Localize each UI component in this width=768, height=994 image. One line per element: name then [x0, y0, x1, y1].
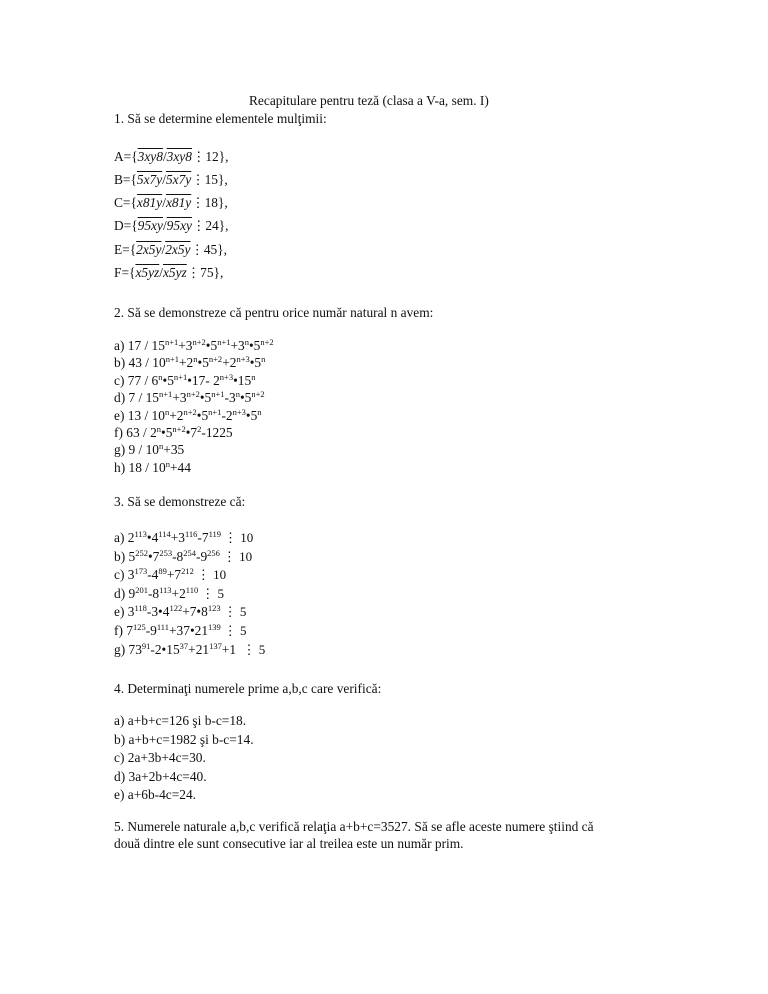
- expression-text: •5: [239, 390, 252, 406]
- q3-heading: 3. Să se demonstreze că:: [114, 494, 246, 509]
- expression-text: -2•15: [150, 641, 180, 657]
- exponent: 113: [159, 584, 172, 595]
- expression-text: +2: [179, 355, 194, 371]
- divisibility-symbol: ⋮ 5: [223, 623, 247, 638]
- expression-text: +2: [169, 407, 184, 423]
- exponent: n+1: [165, 354, 179, 365]
- exponent: n: [164, 406, 170, 417]
- exercise-row: e) a+6b-4c=24.: [114, 787, 197, 802]
- exercise-row: a) a+b+c=126 şi b-c=18.: [114, 713, 247, 728]
- set-slash: /: [162, 218, 167, 233]
- expression-text: e) 13 / 10: [114, 407, 165, 423]
- exponent: n: [193, 354, 198, 365]
- expression-text: +7: [166, 567, 182, 583]
- expression-text: •15: [233, 372, 252, 388]
- exponent: n+2: [208, 354, 223, 365]
- set-definition-row: [114, 264, 223, 281]
- expression-text: •17- 2: [187, 372, 220, 388]
- set-prefix: F={: [114, 265, 136, 280]
- exponent: n+1: [208, 406, 222, 417]
- expression-text: a) 2: [114, 530, 135, 545]
- set-num2: 5x7y: [165, 172, 192, 187]
- set-slash: /: [162, 172, 166, 187]
- expression-text: +35: [163, 442, 185, 458]
- expression-text: •7: [147, 548, 160, 564]
- exercise-row: [114, 407, 262, 424]
- expression-text: •7: [185, 425, 198, 440]
- exponent: n+1: [164, 337, 179, 347]
- q4-heading: 4. Determinaţi numerele prime a,b,c care verifică:: [114, 681, 382, 696]
- set-slash: /: [159, 265, 163, 280]
- expression-text: -8: [172, 548, 184, 564]
- exponent: 125: [132, 622, 146, 632]
- expression-text: •5: [249, 355, 262, 371]
- exponent: n+2: [192, 337, 206, 347]
- exercise-row: c) 2a+3b+4c=30.: [114, 750, 206, 765]
- exponent: n+3: [232, 406, 246, 417]
- exponent: n+1: [217, 337, 231, 347]
- expression-text: •5: [196, 407, 209, 423]
- set-definition-row: [114, 217, 229, 234]
- set-num1: 95xy: [137, 218, 163, 233]
- divisibility-symbol: ⋮ 10: [222, 548, 253, 564]
- expression-text: •5: [162, 372, 174, 388]
- exponent: n+3: [236, 354, 250, 365]
- exercise-row: [114, 622, 247, 639]
- set-definition-row: [114, 241, 227, 258]
- set-definition-row: [114, 194, 228, 211]
- exponent: n+2: [183, 406, 197, 417]
- q2-heading: 2. Să se demonstreze că pentru orice număr natural n avem:: [114, 305, 434, 320]
- set-slash: /: [161, 242, 166, 257]
- divisibility-symbol: ⋮ 5: [242, 641, 266, 657]
- divisibility-symbol: ⋮ 5: [201, 585, 224, 601]
- set-definition-row: [114, 148, 229, 165]
- q5-line-2: două dintre ele sunt consecutive iar al treilea este un număr prim.: [114, 836, 464, 851]
- set-tail: ⋮18},: [191, 195, 228, 210]
- exponent: 254: [183, 547, 196, 558]
- divisibility-symbol: ⋮ 10: [224, 530, 254, 545]
- exponent: n+3: [219, 371, 234, 382]
- exponent: 2: [197, 424, 202, 434]
- expression-text: g) 9 / 10: [114, 442, 160, 458]
- set-slash: /: [162, 195, 166, 210]
- expression-text: +2: [171, 585, 186, 601]
- set-prefix: B={: [114, 172, 137, 187]
- divisibility-symbol: ⋮ 5: [223, 604, 247, 620]
- exercise-row: [114, 441, 184, 458]
- document-title: Recapitulare pentru teză (clasa a V-a, sem. I): [249, 93, 489, 108]
- exponent: n+1: [211, 389, 225, 400]
- expression-text: -4: [147, 567, 159, 583]
- exercise-row: [114, 337, 274, 354]
- q1-heading: 1. Să se determine elementele mulţimii:: [114, 111, 327, 126]
- expression-text: a) 17 / 15: [114, 338, 165, 353]
- expression-text: c) 3: [114, 567, 135, 583]
- exercise-row: [114, 459, 191, 476]
- expression-text: -2: [221, 407, 233, 423]
- set-tail: ⋮75},: [186, 265, 224, 280]
- expression-text: •4: [146, 530, 159, 545]
- set-tail: ⋮12},: [191, 149, 229, 164]
- exercise-row: d) 3a+2b+4c=40.: [114, 768, 207, 784]
- expression-text: -3•4: [146, 604, 170, 620]
- exponent: n+2: [251, 389, 265, 400]
- exponent: 122: [169, 603, 183, 614]
- expression-text: f) 63 / 2: [114, 425, 157, 440]
- exercise-row: [114, 529, 253, 546]
- expression-text: -1225: [201, 425, 233, 440]
- exponent: n+2: [186, 389, 200, 400]
- exponent: 116: [184, 529, 198, 539]
- set-prefix: A={: [114, 149, 138, 164]
- expression-text: •5: [245, 407, 258, 423]
- exercise-row: [114, 389, 265, 406]
- expression-text: +1: [221, 641, 240, 657]
- expression-text: -7: [197, 530, 209, 545]
- expression-text: +3: [230, 338, 245, 353]
- exponent: n: [165, 458, 170, 469]
- expression-text: •5: [161, 425, 173, 440]
- exponent: n: [251, 371, 256, 382]
- exponent: 201: [135, 584, 148, 595]
- q5-line-1: 5. Numerele naturale a,b,c verifică relaţia a+b+c=3527. Să se afle aceste numere ştiind că: [114, 819, 594, 834]
- set-prefix: E={: [114, 242, 137, 257]
- exponent: n: [257, 406, 262, 417]
- expression-text: +7•8: [182, 604, 208, 620]
- expression-text: -8: [147, 585, 160, 601]
- expression-text: +2: [222, 355, 237, 371]
- expression-text: •5: [197, 355, 209, 371]
- exercise-row: [114, 354, 265, 371]
- expression-text: g) 73: [114, 641, 142, 657]
- expression-text: d) 9: [114, 585, 136, 601]
- set-num1: 5x7y: [136, 172, 163, 187]
- expression-text: f) 7: [114, 623, 133, 638]
- exponent: 89: [158, 566, 167, 577]
- exponent: n+2: [172, 424, 186, 434]
- exponent: 252: [135, 547, 148, 558]
- exponent: n: [156, 424, 162, 434]
- exponent: 123: [207, 603, 221, 614]
- exponent: 91: [141, 640, 151, 651]
- exponent: 137: [209, 640, 222, 651]
- exercise-row: [114, 603, 246, 620]
- exercise-row: b) a+b+c=1982 şi b-c=14.: [114, 731, 254, 747]
- exponent: n+2: [260, 337, 274, 347]
- exponent: 113: [134, 529, 147, 539]
- exponent: 119: [208, 529, 221, 539]
- exercise-row: [114, 585, 224, 602]
- expression-text: c) 77 / 6: [114, 372, 159, 388]
- set-prefix: D={: [114, 218, 138, 233]
- exponent: 37: [179, 640, 189, 651]
- exponent: 253: [159, 547, 173, 558]
- expression-text: -9: [145, 623, 157, 638]
- expression-text: •5: [199, 390, 212, 406]
- set-num1: x81y: [136, 195, 163, 210]
- exponent: 118: [134, 603, 147, 614]
- expression-text: -9: [196, 548, 208, 564]
- set-num2: x81y: [165, 195, 192, 210]
- exercise-row: [114, 641, 265, 658]
- expression-text: •5: [248, 338, 261, 353]
- expression-text: e) 3: [114, 604, 135, 620]
- set-num2: 95xy: [166, 218, 192, 233]
- expression-text: +44: [169, 459, 191, 475]
- set-num2: x5yz: [162, 265, 187, 280]
- set-tail: ⋮24},: [191, 218, 229, 233]
- set-prefix: C={: [114, 195, 137, 210]
- expression-text: +37•21: [169, 623, 209, 638]
- exercise-row: [114, 424, 233, 441]
- set-tail: ⋮15},: [191, 172, 228, 187]
- exponent: 110: [185, 584, 199, 595]
- set-num2: 3xy8: [166, 149, 192, 164]
- set-definition-row: [114, 171, 228, 188]
- set-tail: ⋮45},: [190, 242, 228, 257]
- set-slash: /: [162, 149, 167, 164]
- set-num1: 3xy8: [137, 149, 163, 164]
- exponent: 212: [181, 566, 194, 577]
- expression-text: h) 18 / 10: [114, 459, 166, 475]
- set-num2: 2x5y: [165, 242, 191, 257]
- exponent: 173: [134, 566, 148, 577]
- expression-text: +3: [172, 390, 187, 406]
- exercise-row: [114, 372, 255, 389]
- expression-text: +21: [188, 641, 210, 657]
- divisibility-symbol: ⋮ 10: [196, 567, 227, 583]
- exponent: 256: [207, 547, 220, 558]
- exponent: 114: [158, 529, 171, 539]
- set-num1: x5yz: [135, 265, 160, 280]
- exercise-row: [114, 548, 252, 565]
- exponent: n: [244, 337, 249, 347]
- expression-text: b) 43 / 10: [114, 355, 166, 371]
- exponent: n+1: [173, 371, 188, 382]
- expression-text: +3: [170, 530, 185, 545]
- exponent: n: [158, 371, 163, 382]
- exponent: n: [261, 354, 266, 365]
- exponent: n: [235, 389, 240, 400]
- expression-text: d) 7 / 15: [114, 390, 160, 406]
- expression-text: +3: [178, 338, 193, 353]
- expression-text: -3: [224, 390, 236, 406]
- set-num1: 2x5y: [136, 242, 162, 257]
- exercise-row: [114, 566, 226, 583]
- expression-text: •5: [205, 338, 218, 353]
- exponent: n+1: [159, 389, 173, 400]
- exponent: n: [159, 441, 164, 452]
- exponent: 139: [208, 622, 221, 632]
- exponent: 111: [156, 622, 169, 632]
- expression-text: b) 5: [114, 548, 136, 564]
